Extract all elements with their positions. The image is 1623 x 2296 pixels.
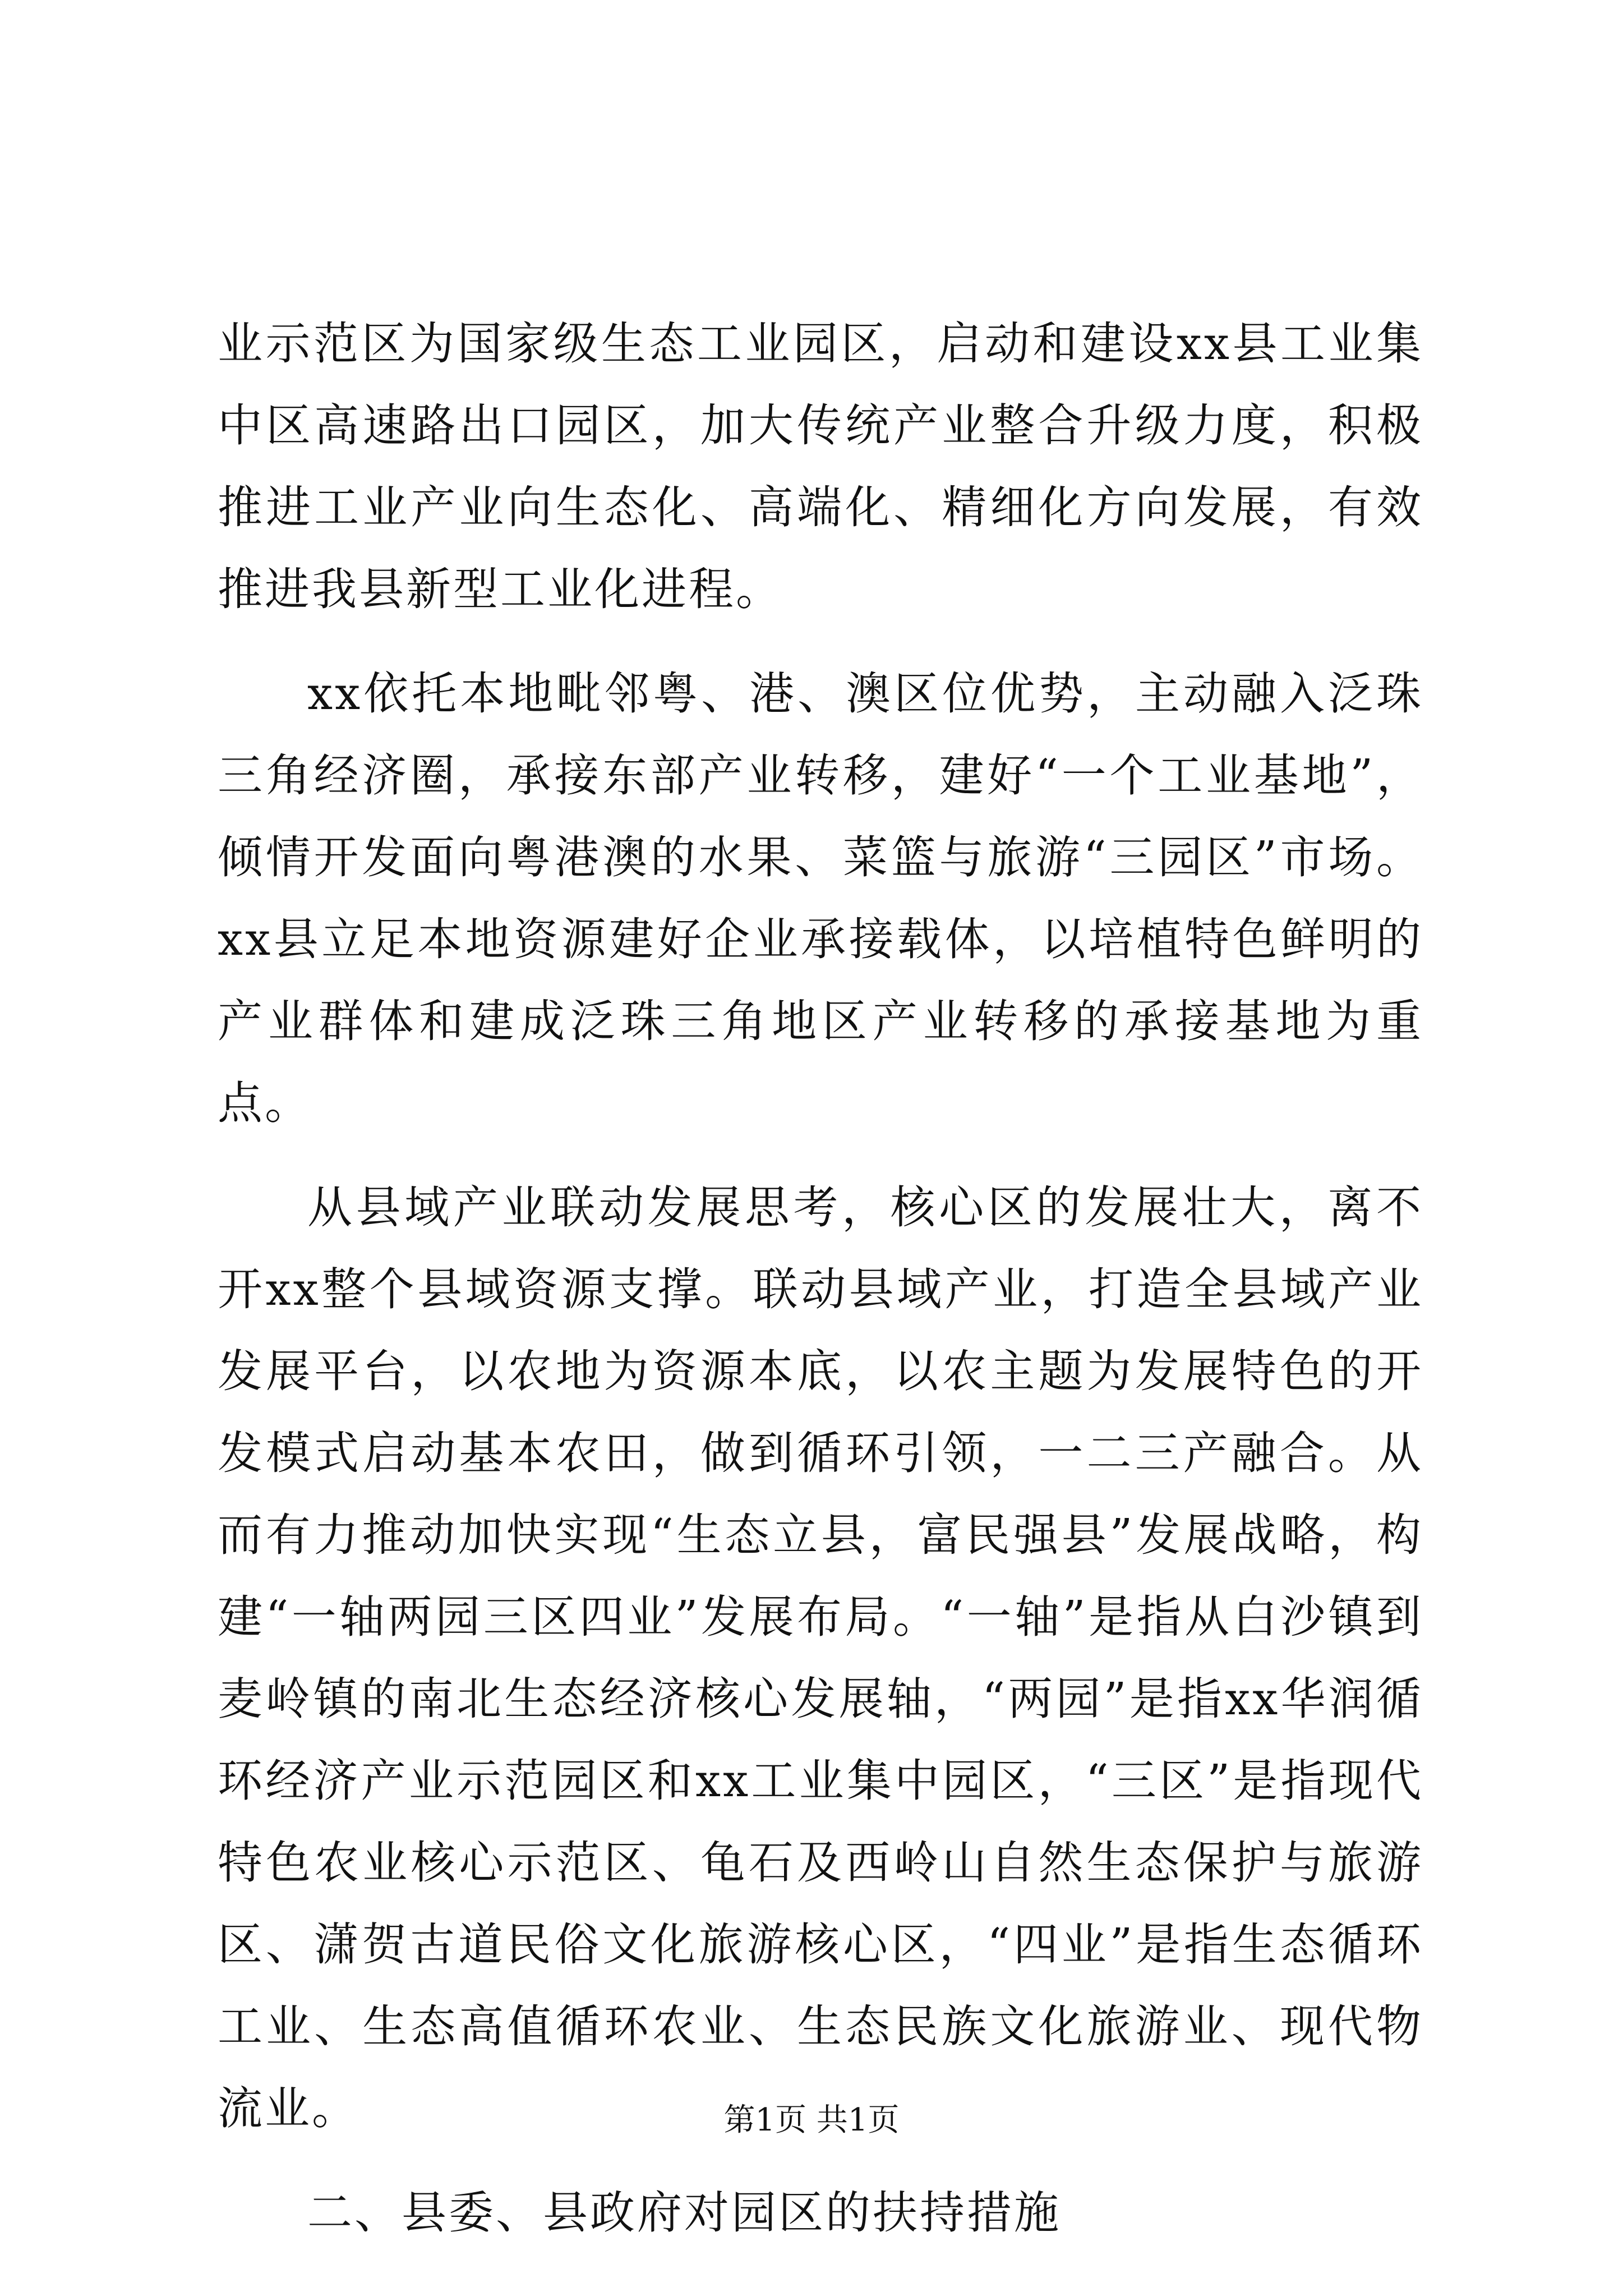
paragraph-2: xx依托本地毗邻粤、港、澳区位优势，主动融入泛珠三角经济圈，承接东部产业转移，建好“一个工业基地”，倾情开发面向粤港澳的水果、菜篮与旅游“三园区”市场。xx县立足本地资源建好企业承接载体，以培植特色鲜明的产业群体和建成泛珠三角地区产业转移的承接基地为重点。 bbox=[218, 668, 1423, 1129]
page-footer bbox=[0, 2101, 1623, 2140]
page-number-label: 第1页 共1页 bbox=[723, 2102, 900, 2138]
section-heading: 二、县委、县政府对园区的扶持措施 bbox=[307, 2187, 1061, 2239]
paragraph-1: 业示范区为国家级生态工业园区，启动和建设xx县工业集中区高速路出口园区，加大传统产业整合升级力度，积极推进工业产业向生态化、高端化、精细化方向发展，有效推进我县新型工业化进程。 bbox=[218, 318, 1423, 615]
paragraph-3: 从县域产业联动发展思考，核心区的发展壮大，离不开xx整个县域资源支撑。联动县域产业，打造全县域产业发展平台，以农地为资源本底，以农主题为发展特色的开发模式启动基本农田，做到循环引领，一二三产融合。从而有力推动加快实现“生态立县，富民强县”发展战略，构建“一轴两园三区四业”发展布局。“一轴”是指从白沙镇到麦岭镇的南北生态经济核心发展轴，“两园”是指xx华润循环经济产业示范园区和xx工业集中园区，“三区”是指现代特色农业核心示范区、龟石及西岭山自然生态保护与旅游区、潇贺古道民俗文化旅游核心区，“四业”是指生态循环工业、生态高值循环农业、生态民族文化旅游业、现代物流业。 bbox=[218, 1181, 1423, 2134]
document-body bbox=[218, 303, 1423, 2276]
